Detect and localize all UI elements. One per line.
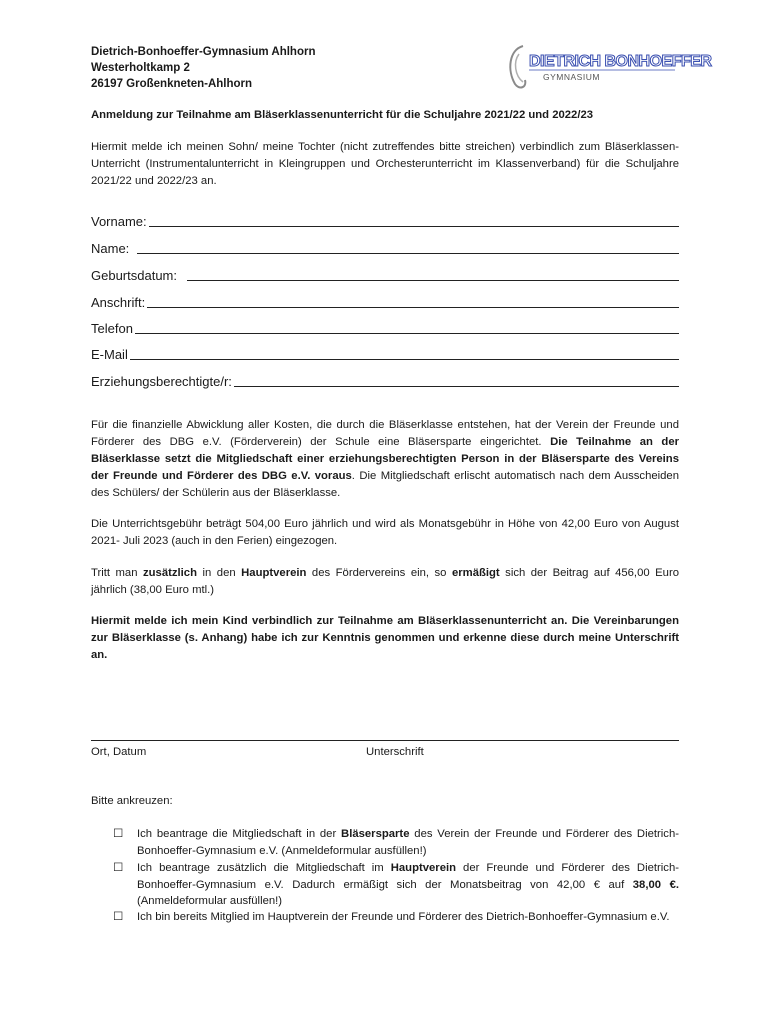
checkbox-hauptverein-label bbox=[137, 860, 679, 910]
field-email-line[interactable] bbox=[130, 345, 679, 360]
field-name-label: Name: bbox=[91, 241, 130, 256]
field-vorname-label: Vorname: bbox=[91, 214, 147, 229]
checkbox-already-member[interactable]: ☐ bbox=[113, 911, 124, 923]
field-geburtsdatum[interactable] bbox=[91, 264, 679, 284]
checkbox-blaesersparte-label bbox=[137, 826, 679, 859]
item2-text-e: (Anmeldeformular ausfüllen!) bbox=[137, 895, 283, 907]
discount-text-e: des Fördervereins ein, so bbox=[306, 567, 452, 579]
fee-paragraph: Die Unterrichtsgebühr beträgt 504,00 Euro jährlich und wird als Monatsgebühr in Höhe von 42,00 Euro von August 2021- Juli 2023 (auch in den Ferien) eingezogen. bbox=[91, 518, 679, 547]
item2-text-c: der Freunde und Förderer des Dietrich-Bonhoeffer-Gymnasium e.V. Dadurch ermäßigt sich der Monatsbeitrag von 42,00 € auf bbox=[137, 862, 679, 891]
field-erziehungsberechtigte-label: Erziehungsberechtigte/r: bbox=[91, 374, 232, 389]
logo-sub-text: GYMNASIUM bbox=[543, 72, 600, 82]
field-anschrift-line[interactable] bbox=[147, 293, 679, 308]
discount-text-a: Tritt man bbox=[91, 567, 143, 579]
field-name-line[interactable] bbox=[137, 239, 679, 254]
finance-membership-end: . Die Mitgliedschaft erlischt automatisch nach dem Ausscheiden des Schülers/ der Schülerin aus der Bläserklasse. bbox=[91, 470, 679, 499]
discount-paragraph bbox=[91, 565, 679, 599]
checkbox-hauptverein[interactable]: ☐ bbox=[113, 862, 124, 874]
field-name[interactable] bbox=[91, 237, 679, 257]
form-title: Anmeldung zur Teilnahme am Bläserklassenunterricht für die Schuljahre 2021/22 und 2022/23 bbox=[91, 109, 594, 121]
logo-main-text: DIETRICH BONHOEFFER bbox=[529, 53, 712, 70]
school-name: Dietrich-Bonhoeffer-Gymnasium Ahlhorn bbox=[91, 46, 316, 58]
field-vorname[interactable] bbox=[91, 210, 679, 230]
discount-text-hauptverein: Hauptverein bbox=[241, 567, 307, 579]
declaration-paragraph: Hiermit melde ich mein Kind verbindlich zur Teilnahme am Bläserklassenunterricht an. Die Vereinbarungen zur Bläserklasse (s. Anhang) habe ich zur Kenntnis genommen und erkenne diese durch meine Unterschrift an. bbox=[91, 615, 679, 661]
signature-line[interactable] bbox=[91, 740, 679, 741]
discount-text-c: in den bbox=[197, 567, 242, 579]
discount-text-g: sich der Beitrag auf 456,00 Euro jährlich (38,00 Euro mtl.) bbox=[91, 567, 679, 596]
field-erziehungsberechtigte[interactable] bbox=[91, 370, 679, 390]
field-anschrift-label: Anschrift: bbox=[91, 295, 146, 310]
checkbox-blaesersparte[interactable]: ☐ bbox=[113, 828, 124, 840]
field-geburtsdatum-label: Geburtsdatum: bbox=[91, 268, 177, 283]
field-anschrift[interactable] bbox=[91, 291, 679, 311]
school-street: Westerholtkamp 2 bbox=[91, 62, 190, 74]
field-telefon[interactable] bbox=[91, 317, 679, 337]
discount-text-reduced: ermäßigt bbox=[451, 567, 500, 579]
item1-text-c: des Verein der Freunde und Förderer des Dietrich-Bonhoeffer-Gymnasium e.V. (Anmeldeformular ausfüllen!) bbox=[137, 828, 679, 857]
item2-text-amount: 38,00 €. bbox=[632, 878, 679, 891]
place-date-label: Ort, Datum bbox=[91, 746, 147, 758]
school-city: 26197 Großenkneten-Ahlhorn bbox=[91, 78, 253, 90]
field-telefon-line[interactable] bbox=[135, 319, 679, 334]
item1-text-bold: Bläsersparte bbox=[341, 828, 410, 840]
field-geburtsdatum-line[interactable] bbox=[187, 266, 679, 281]
checklist-title: Bitte ankreuzen: bbox=[91, 795, 173, 807]
field-email[interactable] bbox=[91, 343, 679, 363]
finance-paragraph bbox=[91, 417, 679, 502]
discount-text-additional: zusätzlich bbox=[143, 567, 197, 579]
school-address bbox=[91, 44, 315, 92]
item2-text-bold: Hauptverein bbox=[390, 862, 457, 874]
item1-text-a: Ich beantrage die Mitgliedschaft in der bbox=[137, 828, 342, 840]
intro-paragraph: Hiermit melde ich meinen Sohn/ meine Tochter (nicht zutreffendes bitte streichen) verbindlich zum Bläserklassen-Unterricht (Instrumentalunterricht in Kleingruppen und Orchesterunterricht im Klassenverband) für die Schuljahre 2021/22 und 2022/23 an. bbox=[91, 141, 679, 187]
item2-text-a: Ich beantrage zusätzlich die Mitgliedschaft im bbox=[137, 862, 391, 874]
school-logo bbox=[505, 40, 712, 92]
field-erziehungsberechtigte-line[interactable] bbox=[234, 372, 679, 387]
finance-text: Für die finanzielle Abwicklung aller Kosten, die durch die Bläserklasse entstehen, hat der Verein der Freunde und Förderer des DBG e.V. (Förderverein) der Schule eine Bläsersparte eingerichtet. bbox=[91, 419, 679, 448]
field-telefon-label: Telefon bbox=[91, 321, 133, 336]
signature-label: Unterschrift bbox=[366, 746, 424, 758]
field-email-label: E-Mail bbox=[91, 347, 128, 362]
checkbox-already-member-label: Ich bin bereits Mitglied im Hauptverein der Freunde und Förderer des Dietrich-Bonhoeffer-Gymnasium e.V. bbox=[137, 911, 670, 923]
finance-membership-requirement: Die Teilnahme an der Bläserklasse setzt die Mitgliedschaft einer erziehungsberechtigten Person in der Bläsersparte des Vereins der Freunde und Förderer des DBG e.V. voraus bbox=[91, 436, 680, 482]
field-vorname-line[interactable] bbox=[149, 212, 679, 227]
